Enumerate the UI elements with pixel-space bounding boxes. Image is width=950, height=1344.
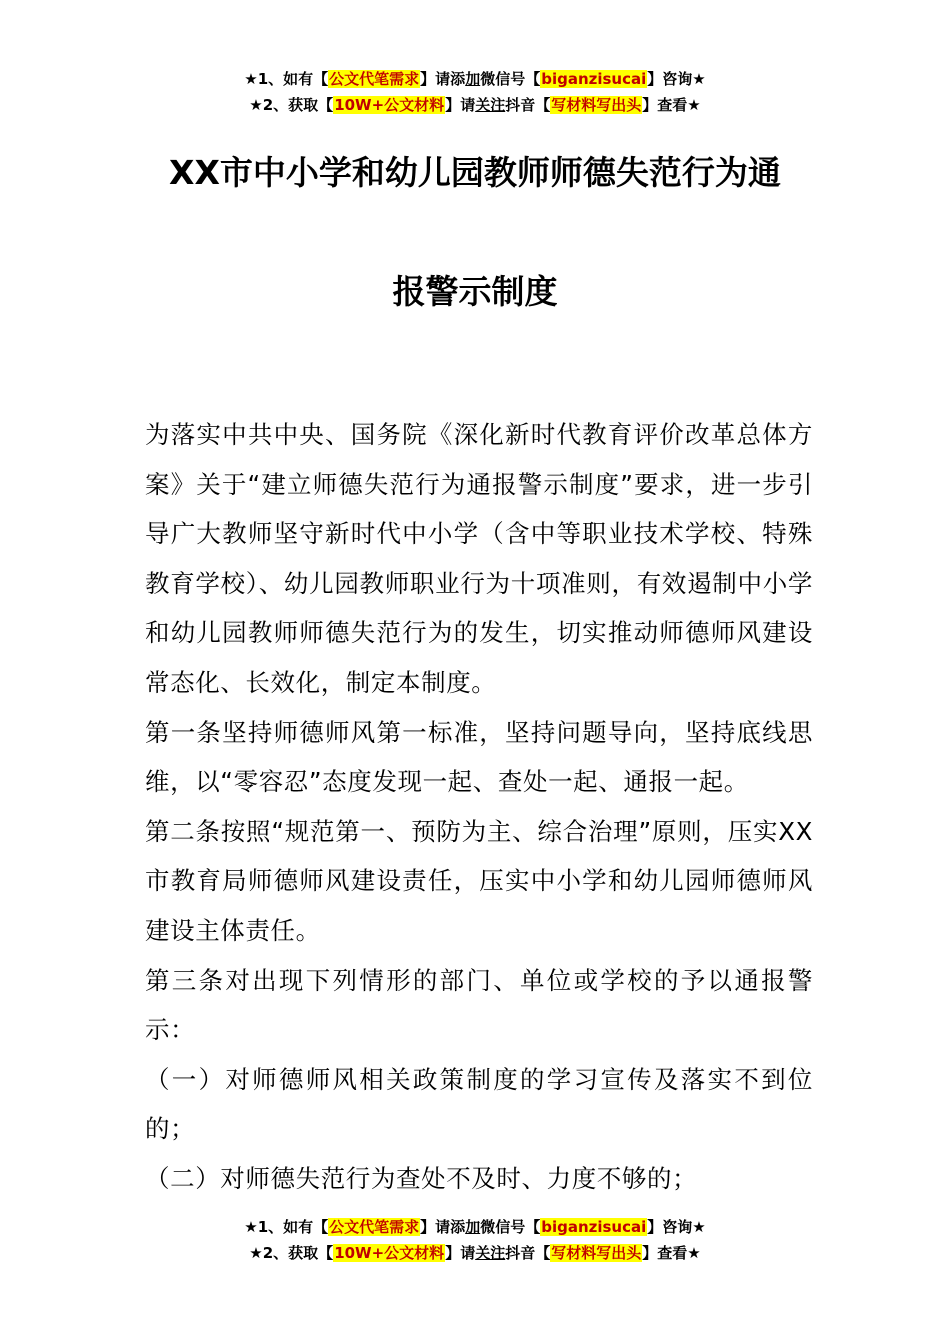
promo-underline: 关注 [475, 1244, 506, 1262]
promo-highlight: biganzisucai [541, 1218, 647, 1236]
document-title-line-2: 报警示制度 [392, 272, 558, 311]
promo-highlight: 10W+公文材料 [334, 1244, 445, 1262]
header-promo-banner [0, 66, 950, 118]
promo-text: 】查看★ [642, 96, 701, 114]
paragraph-item-1: （一）对师德师风相关政策制度的学习宣传及落实不到位的； [145, 1064, 813, 1144]
promo-highlight: 公文代笔需求 [329, 70, 420, 88]
promo-underline: 加 [465, 70, 481, 88]
promo-text: 】请 [445, 1244, 476, 1262]
promo-text: 】请添 [420, 70, 466, 88]
promo-text: ★1、如有【 [244, 1218, 329, 1236]
promo-text: 】咨询★ [647, 70, 706, 88]
promo-highlight: 10W+公文材料 [334, 96, 445, 114]
promo-text: 微信号【 [480, 1218, 541, 1236]
promo-line-1 [0, 1214, 950, 1240]
promo-line-2 [0, 1240, 950, 1266]
paragraph-article-2: 第二条按照“规范第一、预防为主、综合治理”原则，压实XX市教育局师德师风建设责任，压实中小学和幼儿园师德师风建设主体责任。 [145, 816, 813, 945]
document-body [145, 410, 813, 1204]
paragraph-article-3: 第三条对出现下列情形的部门、单位或学校的予以通报警示： [145, 965, 813, 1045]
promo-text: ★2、获取【 [249, 96, 334, 114]
promo-underline: 加 [465, 1218, 481, 1236]
promo-text: 】请添 [420, 1218, 466, 1236]
footer-promo-banner [0, 1214, 950, 1266]
promo-text: 】请 [445, 96, 476, 114]
promo-text: 】咨询★ [647, 1218, 706, 1236]
promo-highlight: biganzisucai [541, 70, 647, 88]
paragraph-item-2: （二）对师德失范行为查处不及时、力度不够的； [145, 1163, 698, 1193]
document-title-line-1: XX市中小学和幼儿园教师师德失范行为通 [169, 153, 781, 192]
promo-line-2 [0, 92, 950, 118]
paragraph-preamble: 为落实中共中央、国务院《深化新时代教育评价改革总体方案》关于“建立师德失范行为通报警示制度”要求，进一步引导广大教师坚守新时代中小学（含中等职业技术学校、特殊教育学校）、幼儿园教师职业行为十项准则，有效遏制中小学和幼儿园教师师德失范行为的发生，切实推动师德师风建设常态化、长效化，制定本制度。 [145, 420, 813, 697]
promo-text: 微信号【 [480, 70, 541, 88]
promo-text: ★2、获取【 [249, 1244, 334, 1262]
promo-line-1 [0, 66, 950, 92]
promo-highlight: 写材料写出头 [551, 1244, 642, 1262]
promo-text: 抖音【 [505, 96, 551, 114]
promo-text: 】查看★ [642, 1244, 701, 1262]
promo-text: 抖音【 [505, 1244, 551, 1262]
promo-highlight: 写材料写出头 [551, 96, 642, 114]
paragraph-article-1: 第一条坚持师德师风第一标准，坚持问题导向，坚持底线思维，以“零容忍”态度发现一起、查处一起、通报一起。 [145, 717, 813, 797]
promo-text: ★1、如有【 [244, 70, 329, 88]
promo-highlight: 公文代笔需求 [329, 1218, 420, 1236]
promo-underline: 关注 [475, 96, 506, 114]
